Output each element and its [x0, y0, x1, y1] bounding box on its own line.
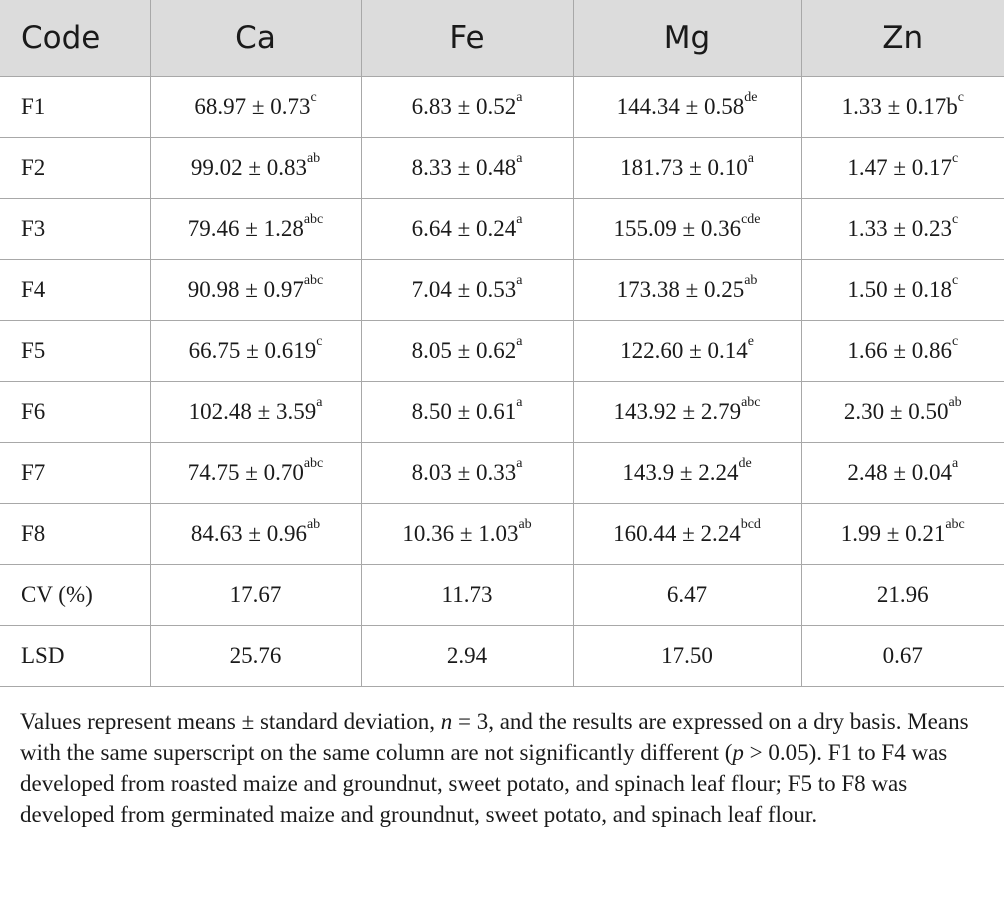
significance-superscript: ab: [948, 395, 962, 410]
table-row: [0, 199, 1004, 260]
cell-value: 8.05 ± 0.62: [411, 338, 517, 363]
cell-value: 74.75 ± 0.70: [187, 460, 304, 485]
cell-fe: [361, 626, 573, 687]
cell-value: 6.83 ± 0.52: [411, 94, 517, 119]
cell-mg: [573, 138, 801, 199]
cell-fe: [361, 77, 573, 138]
significance-superscript: de: [744, 90, 758, 105]
table-row: [0, 443, 1004, 504]
significance-superscript: ab: [518, 517, 532, 532]
cell-value: 2.30 ± 0.50: [843, 399, 949, 424]
cell-mg: [573, 504, 801, 565]
cell-value: 7.04 ± 0.53: [411, 277, 517, 302]
cell-zn: [801, 77, 1004, 138]
significance-superscript: abc: [303, 212, 324, 227]
cell-value: 8.50 ± 0.61: [411, 399, 517, 424]
table-row: [0, 321, 1004, 382]
cell-code: [0, 138, 150, 199]
cell-ca: [150, 77, 361, 138]
cell-value: 17.67: [229, 582, 282, 607]
table-body: [0, 77, 1004, 687]
significance-superscript: c: [310, 90, 317, 105]
cell-value: 25.76: [229, 643, 282, 668]
cell-value: 1.66 ± 0.86: [847, 338, 952, 363]
cell-mg: [573, 77, 801, 138]
significance-superscript: e: [747, 334, 754, 349]
cell-zn: [801, 321, 1004, 382]
table-header: [0, 0, 1004, 77]
cell-value: 21.96: [876, 582, 929, 607]
significance-superscript: cde: [741, 212, 761, 227]
significance-superscript: ab: [306, 517, 321, 532]
header-mg: Mg: [573, 0, 801, 77]
cell-zn: [801, 443, 1004, 504]
cell-value: 102.48 ± 3.59: [188, 399, 317, 424]
cell-ca: [150, 199, 361, 260]
cell-value: 1.33 ± 0.17b: [841, 94, 958, 119]
table-row: [0, 382, 1004, 443]
table-row: [0, 77, 1004, 138]
cell-value: 173.38 ± 0.25: [616, 277, 745, 302]
significance-superscript: ab: [744, 273, 758, 288]
cell-fe: [361, 504, 573, 565]
footnote-text-2: = 3, and the results are expressed on a dry basis. Means with the same superscript on the same column are not significantly different (: [20, 709, 969, 765]
significance-superscript: a: [316, 395, 323, 410]
header-zn: Zn: [801, 0, 1004, 77]
significance-superscript: bcd: [740, 517, 761, 532]
significance-superscript: c: [957, 90, 964, 105]
cell-value: 1.50 ± 0.18: [847, 277, 952, 302]
significance-superscript: c: [316, 334, 323, 349]
table-row: [0, 260, 1004, 321]
significance-superscript: c: [951, 334, 959, 349]
cell-code: [0, 382, 150, 443]
cell-ca: [150, 260, 361, 321]
cell-value: 1.99 ± 0.21: [840, 521, 946, 546]
cell-fe: [361, 321, 573, 382]
table-row: [0, 626, 1004, 687]
cell-ca: [150, 626, 361, 687]
significance-superscript: abc: [303, 273, 324, 288]
cell-zn: [801, 565, 1004, 626]
cell-value: F2: [21, 155, 46, 180]
cell-value: 122.60 ± 0.14: [620, 338, 748, 363]
cell-ca: [150, 565, 361, 626]
cell-ca: [150, 382, 361, 443]
cell-mg: [573, 382, 801, 443]
cell-code: [0, 321, 150, 382]
significance-superscript: c: [951, 151, 959, 166]
cell-mg: [573, 565, 801, 626]
cell-value: 17.50: [661, 643, 713, 668]
table-row: [0, 565, 1004, 626]
cell-code: [0, 626, 150, 687]
significance-superscript: c: [951, 273, 959, 288]
header-row: [0, 0, 1004, 77]
cell-zn: [801, 260, 1004, 321]
cell-value: F8: [21, 521, 46, 546]
cell-fe: [361, 260, 573, 321]
cell-value: 8.03 ± 0.33: [411, 460, 517, 485]
cell-fe: [361, 199, 573, 260]
cell-zn: [801, 382, 1004, 443]
cell-value: 143.92 ± 2.79: [613, 399, 742, 424]
cell-value: F7: [21, 460, 46, 485]
cell-value: 143.9 ± 2.24: [622, 460, 739, 485]
cell-value: 68.97 ± 0.73: [194, 94, 311, 119]
cell-mg: [573, 321, 801, 382]
table-row: [0, 138, 1004, 199]
cell-ca: [150, 504, 361, 565]
cell-fe: [361, 382, 573, 443]
footnote-n-symbol: n: [440, 709, 453, 734]
cell-ca: [150, 443, 361, 504]
header-code: Code: [0, 0, 150, 77]
cell-value: 6.47: [666, 582, 708, 607]
cell-zn: [801, 138, 1004, 199]
cell-value: 10.36 ± 1.03: [402, 521, 519, 546]
significance-superscript: a: [516, 273, 523, 288]
cell-value: 160.44 ± 2.24: [613, 521, 741, 546]
cell-ca: [150, 321, 361, 382]
cell-zn: [801, 504, 1004, 565]
cell-value: LSD: [21, 643, 65, 668]
significance-superscript: a: [516, 395, 523, 410]
table-row: [0, 504, 1004, 565]
significance-superscript: abc: [741, 395, 761, 410]
cell-zn: [801, 626, 1004, 687]
cell-value: 0.67: [882, 643, 923, 668]
cell-value: 155.09 ± 0.36: [613, 216, 742, 241]
significance-superscript: abc: [945, 517, 965, 532]
cell-value: 99.02 ± 0.83: [190, 155, 307, 180]
footnote-text-3: > 0.05). F1 to F4 was developed from roasted maize and groundnut, sweet potato, and spinach leaf flour; F5 to F8 was developed from germinated maize and groundnut, sweet potato, and spinach leaf flour.: [20, 740, 948, 827]
table-footnote: [20, 706, 995, 830]
cell-mg: [573, 260, 801, 321]
cell-mg: [573, 199, 801, 260]
footnote-text-1: Values represent means ± standard deviation,: [20, 709, 441, 734]
cell-fe: [361, 565, 573, 626]
significance-superscript: de: [738, 456, 752, 471]
header-fe: Fe: [361, 0, 573, 77]
cell-value: F5: [21, 338, 46, 363]
cell-value: F3: [21, 216, 46, 241]
significance-superscript: a: [516, 212, 523, 227]
significance-superscript: a: [747, 151, 754, 166]
cell-ca: [150, 138, 361, 199]
significance-superscript: c: [951, 212, 959, 227]
cell-value: F4: [21, 277, 46, 302]
cell-value: 6.64 ± 0.24: [411, 216, 517, 241]
significance-superscript: a: [516, 456, 523, 471]
significance-superscript: ab: [306, 151, 321, 166]
cell-code: [0, 504, 150, 565]
cell-zn: [801, 199, 1004, 260]
cell-value: 181.73 ± 0.10: [620, 155, 748, 180]
footnote-p-symbol: p: [732, 740, 744, 765]
cell-fe: [361, 138, 573, 199]
cell-code: [0, 199, 150, 260]
cell-value: 1.47 ± 0.17: [847, 155, 952, 180]
cell-code: [0, 77, 150, 138]
cell-mg: [573, 443, 801, 504]
cell-fe: [361, 443, 573, 504]
cell-mg: [573, 626, 801, 687]
cell-value: 79.46 ± 1.28: [187, 216, 304, 241]
cell-code: [0, 565, 150, 626]
cell-value: 84.63 ± 0.96: [190, 521, 307, 546]
cell-value: 90.98 ± 0.97: [187, 277, 304, 302]
cell-value: 66.75 ± 0.619: [188, 338, 317, 363]
cell-value: 11.73: [441, 582, 493, 607]
cell-value: 2.48 ± 0.04: [847, 460, 952, 485]
significance-superscript: a: [951, 456, 959, 471]
cell-value: F1: [21, 94, 46, 119]
significance-superscript: a: [516, 334, 523, 349]
significance-superscript: a: [516, 90, 523, 105]
cell-value: F6: [21, 399, 46, 424]
cell-value: 2.94: [446, 643, 488, 668]
cell-value: 1.33 ± 0.23: [847, 216, 952, 241]
significance-superscript: a: [516, 151, 523, 166]
cell-value: CV (%): [21, 582, 93, 607]
cell-value: 8.33 ± 0.48: [411, 155, 517, 180]
header-ca: Ca: [150, 0, 361, 77]
cell-code: [0, 443, 150, 504]
cell-value: 144.34 ± 0.58: [616, 94, 745, 119]
significance-superscript: abc: [303, 456, 324, 471]
cell-code: [0, 260, 150, 321]
